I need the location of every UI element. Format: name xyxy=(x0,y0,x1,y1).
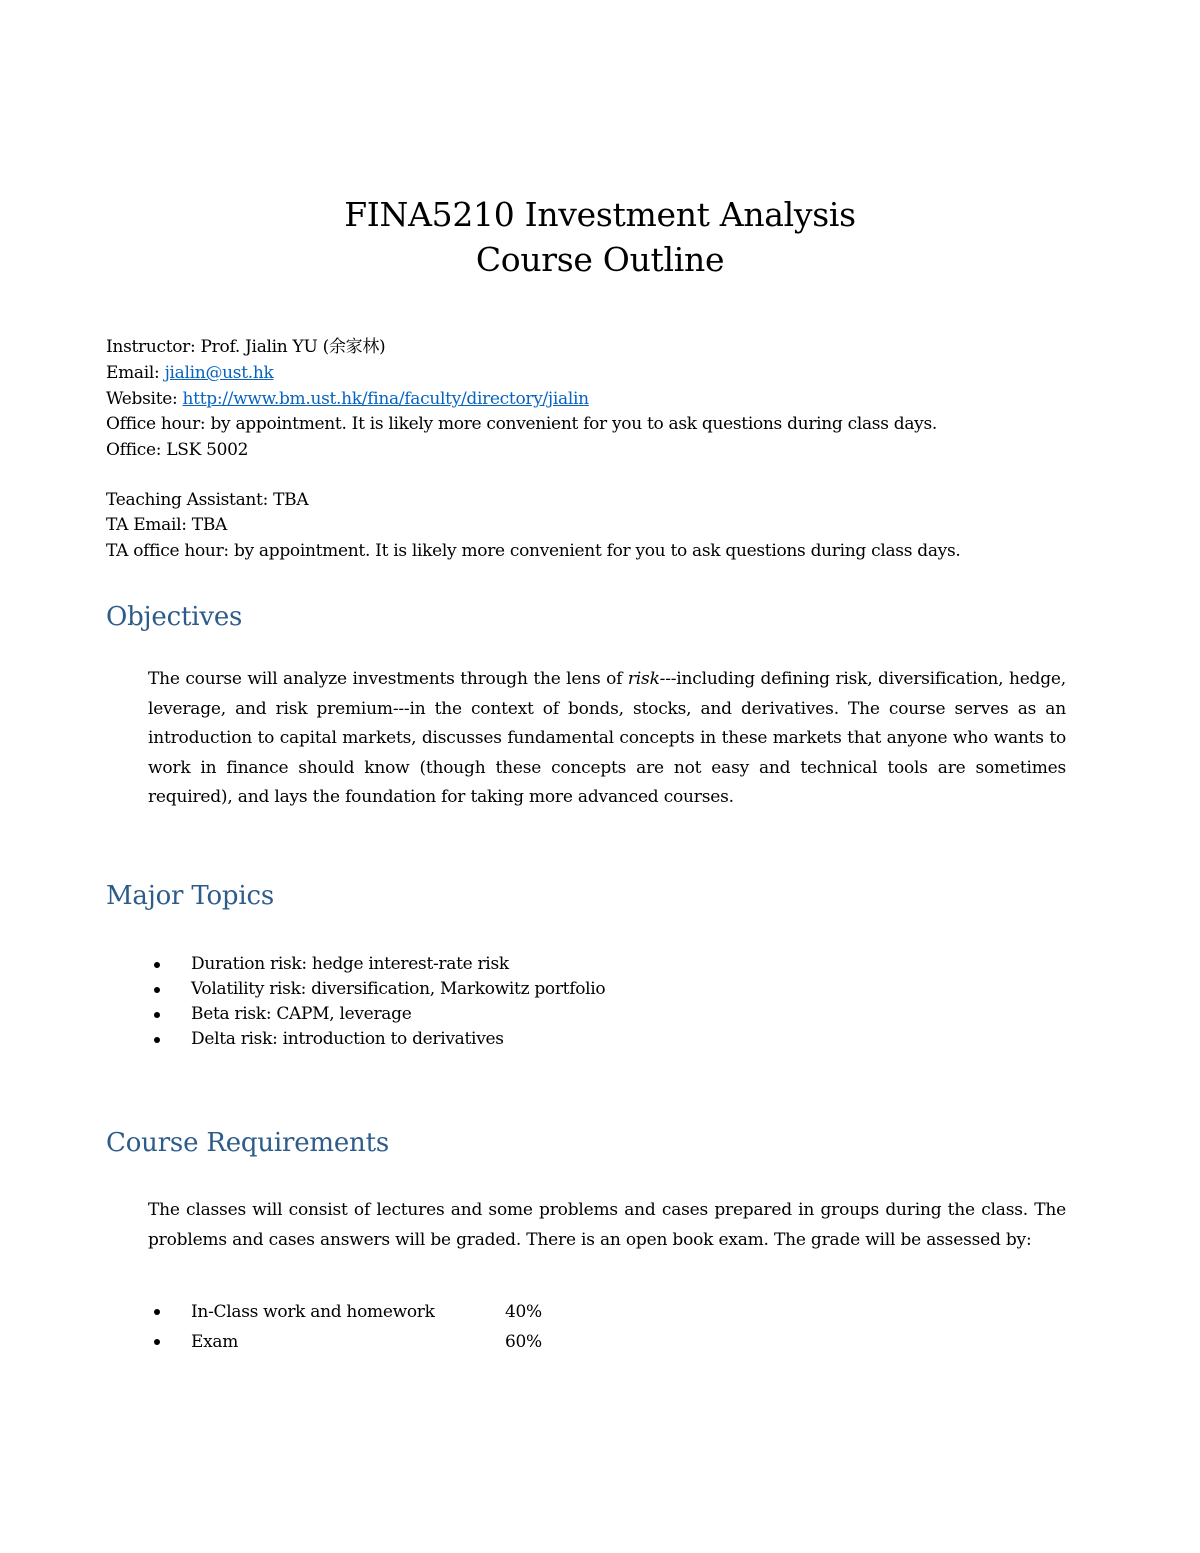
objectives-text-italic: risk xyxy=(627,669,660,689)
ta-office-hour-value: by appointment. It is likely more convenient for you to ask questions during class days. xyxy=(233,541,961,561)
ta-email-value: TBA xyxy=(191,515,227,535)
objectives-text-after: ---including defining risk, diversification, hedge, leverage, and risk premium---in the context of bonds, stocks, and derivatives. The course serves as an introduction to capital markets, discusses fundamental concepts in these markets that anyone who wants to work in finance should know (though these concepts are not easy and technical tools are sometimes required), and lays the foundation for taking more advanced courses. xyxy=(148,669,1066,807)
bullet-icon xyxy=(154,1339,160,1345)
course-requirements-heading: Course Requirements xyxy=(106,1128,389,1158)
list-item xyxy=(148,952,605,977)
topic-text: Delta risk: introduction to derivatives xyxy=(191,1029,504,1049)
email-label: Email: xyxy=(106,363,160,383)
objectives-heading: Objectives xyxy=(106,602,243,632)
list-item xyxy=(148,1002,605,1027)
major-topics-list xyxy=(148,952,605,1052)
bullet-icon xyxy=(154,1309,160,1315)
ta-label: Teaching Assistant: xyxy=(106,490,269,510)
office-line xyxy=(106,440,248,460)
website-line xyxy=(106,389,589,409)
bullet-icon xyxy=(154,962,160,968)
website-label: Website: xyxy=(106,389,178,409)
document-subtitle: Course Outline xyxy=(475,240,725,279)
email-link[interactable]: jialin@ust.hk xyxy=(164,363,274,383)
bullet-icon xyxy=(154,987,160,993)
list-item xyxy=(148,1297,542,1327)
ta-line xyxy=(106,490,308,510)
bullet-icon xyxy=(154,1037,160,1043)
office-value: LSK 5002 xyxy=(166,440,249,460)
objectives-paragraph xyxy=(148,665,1066,813)
ta-value: TBA xyxy=(273,490,309,510)
instructor-value: Prof. Jialin YU (余家林) xyxy=(200,337,386,357)
document-title: FINA5210 Investment Analysis xyxy=(344,195,856,234)
grade-item: In-Class work and homework xyxy=(191,1302,435,1322)
bullet-icon xyxy=(154,1012,160,1018)
office-hour-line xyxy=(106,414,937,434)
office-hour-label: Office hour: xyxy=(106,414,206,434)
instructor-label: Instructor: xyxy=(106,337,196,357)
office-label: Office: xyxy=(106,440,162,460)
ta-office-hour-line xyxy=(106,541,961,561)
instructor-line xyxy=(106,337,385,357)
ta-email-line xyxy=(106,515,227,535)
grade-item: Exam xyxy=(191,1332,239,1352)
grade-weight: 60% xyxy=(505,1332,542,1352)
list-item xyxy=(148,1027,605,1052)
list-item xyxy=(148,977,605,1002)
objectives-text-before: The course will analyze investments through the lens of xyxy=(148,669,628,689)
topic-text: Duration risk: hedge interest-rate risk xyxy=(191,954,509,974)
topic-text: Volatility risk: diversification, Markowitz portfolio xyxy=(191,979,606,999)
email-line xyxy=(106,363,274,383)
topic-text: Beta risk: CAPM, leverage xyxy=(191,1004,412,1024)
major-topics-heading: Major Topics xyxy=(106,881,274,911)
website-link[interactable]: http://www.bm.ust.hk/fina/faculty/directory/jialin xyxy=(182,389,589,409)
grade-list xyxy=(148,1297,542,1357)
list-item xyxy=(148,1327,542,1357)
office-hour-value: by appointment. It is likely more convenient for you to ask questions during class days. xyxy=(210,414,938,434)
ta-email-label: TA Email: xyxy=(106,515,187,535)
grade-weight: 40% xyxy=(505,1302,542,1322)
course-requirements-paragraph: The classes will consist of lectures and some problems and cases prepared in groups during the class. The problems and cases answers will be graded. There is an open book exam. The grade will be assessed by: xyxy=(148,1200,1066,1250)
ta-office-hour-label: TA office hour: xyxy=(106,541,229,561)
